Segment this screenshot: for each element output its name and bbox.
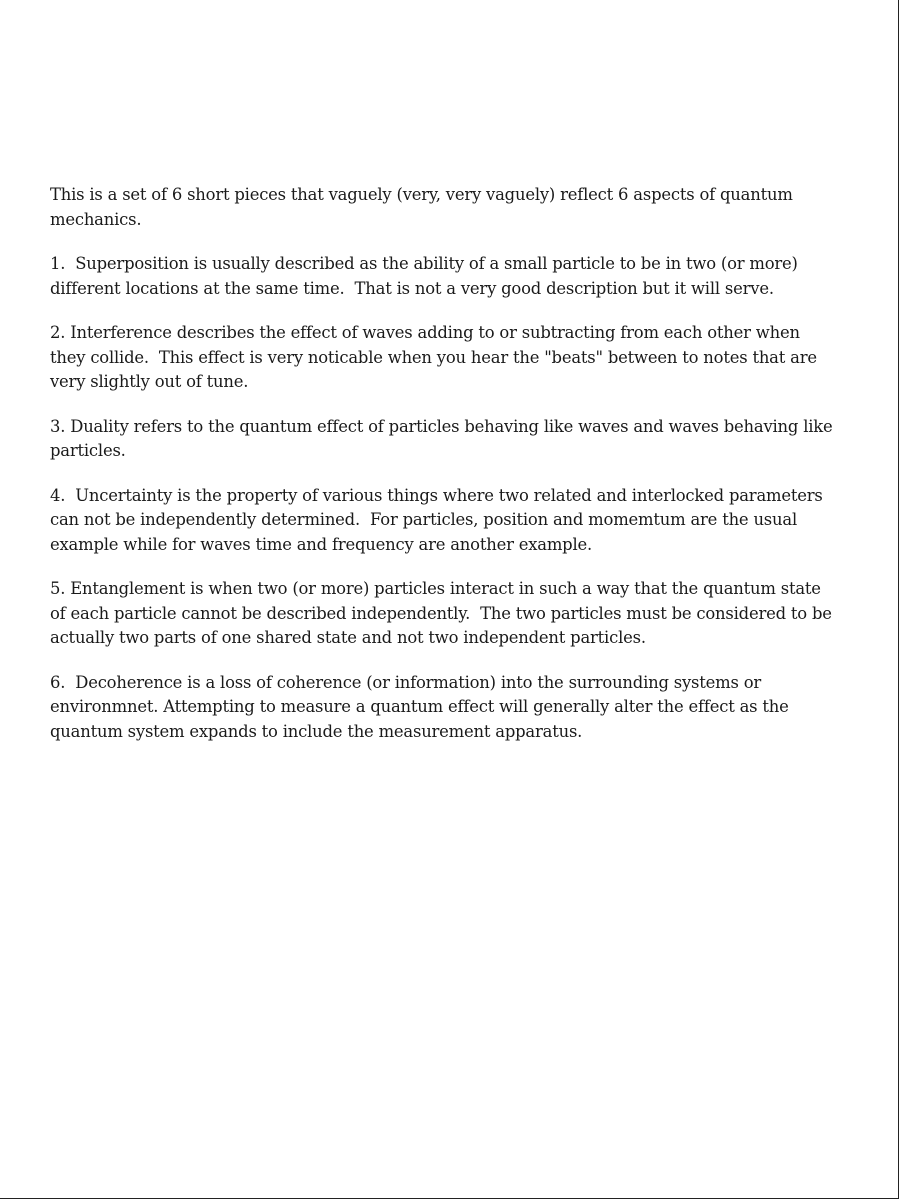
intro-paragraph: This is a set of 6 short pieces that vaguely (very, very vaguely) reflect 6 aspects of quantum mechanics. — [50, 185, 798, 229]
item-superposition: 1. Superposition is usually described as the ability of a small particle to be in two (or more) different locations at the same time. That is not a very good description but it will serve. — [50, 254, 803, 298]
item-decoherence: 6. Decoherence is a loss of coherence (or information) into the surrounding systems or environmnet. Attempting to measure a quantum effect will generally alter the effect as the quantum system expands to include the measurement apparatus. — [50, 672, 794, 741]
item-entanglement: 5. Entanglement is when two (or more) particles interact in such a way that the quantum state of each particle cannot be described independently. The two particles must be considered to be actually two parts of one shared state and not two independent particles. — [50, 579, 837, 647]
item-uncertainty: 4. Uncertainty is the property of various things where two related and interlocked parameters can not be independently determined. For particles, position and momemtum are the usual example while for waves time and frequency are another example. — [50, 485, 828, 554]
item-interference: 2. Interference describes the effect of waves adding to or subtracting from each other when they collide. This effect is very noticable when you hear the "beats" between to notes that are very slightly out of tune. — [50, 323, 822, 391]
item-duality: 3. Duality refers to the quantum effect of particles behaving like waves and waves behaving like particles. — [50, 416, 838, 460]
document-body — [50, 183, 838, 764]
